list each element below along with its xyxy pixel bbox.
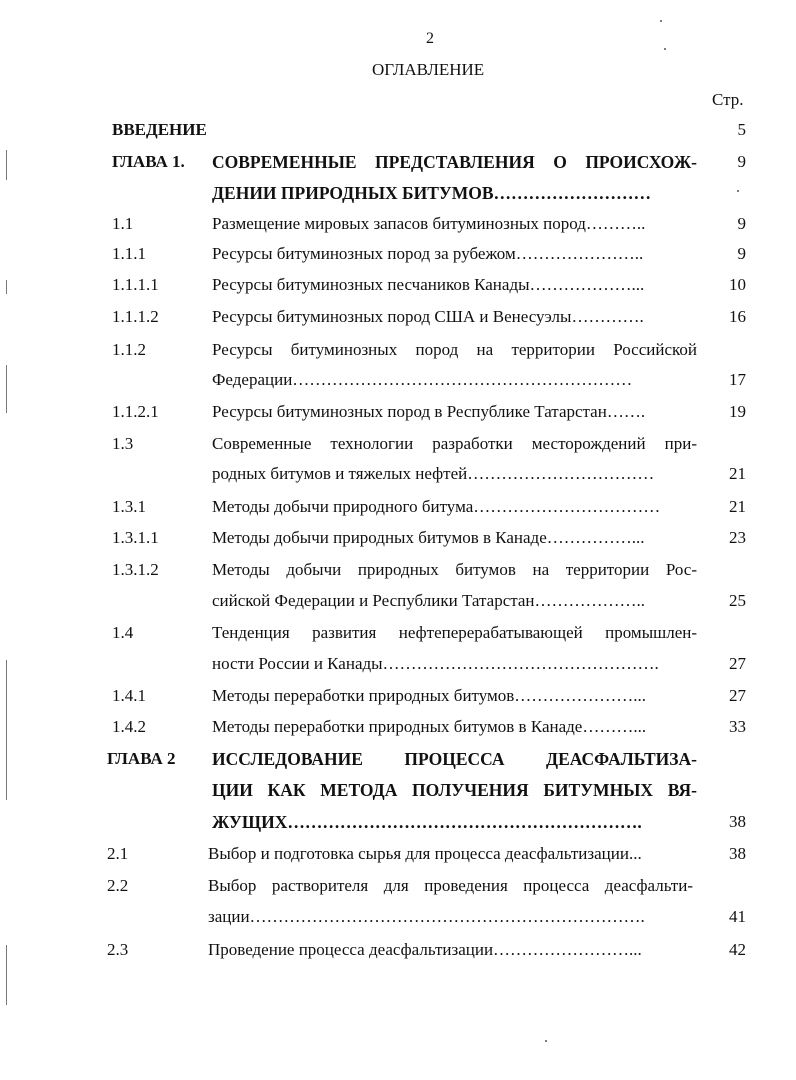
toc-section-number: 1.3.1.1 [112, 528, 159, 547]
toc-page: 9 [737, 214, 746, 233]
toc-section-title-line: Федерации…………………………………………………… [212, 370, 633, 389]
toc-section-number: 1.1.1.2 [112, 307, 159, 326]
toc-page: 27 [729, 654, 746, 673]
toc-page: 23 [729, 528, 746, 547]
toc-section-title: Ресурсы битуминозных песчаников Канады………………... [212, 275, 645, 294]
toc-section-title: Ресурсы битуминозных пород в Республике Татарстан……. [212, 402, 646, 421]
toc-page: 33 [729, 717, 746, 736]
toc-page: 38 [729, 844, 746, 863]
toc-page: 27 [729, 686, 746, 705]
toc-section-number: 1.4.1 [112, 686, 146, 705]
toc-section-title-line: Современные технологии разработки месторождений при- [212, 434, 697, 453]
toc-section-title: Выбор и подготовка сырья для процесса деасфальтизации... [208, 844, 642, 863]
toc-page: 21 [729, 464, 746, 483]
toc-page: 25 [729, 591, 746, 610]
toc-section-number: 1.1.2.1 [112, 402, 159, 421]
toc-section-title: Ресурсы битуминозных пород за рубежом………………….. [212, 244, 644, 263]
toc-section-number: 1.4 [112, 623, 134, 642]
toc-section-number: 2.1 [107, 844, 129, 863]
toc-chapter-number: ГЛАВА 1. [112, 152, 185, 171]
toc-section-number: 1.3.1.2 [112, 560, 159, 579]
toc-section-title-line: родных битумов и тяжелых нефтей…………………………… [212, 464, 655, 483]
toc-section-number: 1.1 [112, 214, 134, 233]
toc-chapter-number: ГЛАВА 2 [107, 749, 176, 768]
toc-page: 5 [737, 120, 746, 139]
toc-chapter-title-line: СОВРЕМЕННЫЕ ПРЕДСТАВЛЕНИЯ О ПРОИСХОЖ- [212, 152, 697, 172]
toc-section-title: Методы переработки природных битумов…………………... [212, 686, 647, 705]
toc-section-title: Ресурсы битуминозных пород США и Венесуэлы…………. [212, 307, 644, 326]
toc-section-title: Методы добычи природного битума…………………………… [212, 497, 661, 516]
scan-speck [737, 190, 739, 192]
toc-chapter-title-line: ЦИИ КАК МЕТОДА ПОЛУЧЕНИЯ БИТУМНЫХ ВЯ- [212, 780, 697, 800]
toc-section-number: 2.2 [107, 876, 129, 895]
toc-section-title-line: зации……………………………………………………………. [208, 907, 645, 926]
scan-artifact [6, 660, 7, 800]
scan-speck [545, 1040, 547, 1042]
toc-section-number: 1.4.2 [112, 717, 146, 736]
toc-page: 9 [737, 152, 746, 171]
toc-section-title-line: сийской Федерации и Республики Татарстан……………….. [212, 591, 646, 610]
toc-page: 42 [729, 940, 746, 959]
toc-chapter-title-line: ЖУЩИХ……………………………………………………. [212, 812, 642, 832]
scan-artifact [6, 150, 7, 180]
toc-section-title: Проведение процесса деасфальтизации……………………... [208, 940, 642, 959]
toc-page: 41 [729, 907, 746, 926]
toc-page: 16 [729, 307, 746, 326]
toc-section-number: 2.3 [107, 940, 129, 959]
toc-section-number: 1.1.2 [112, 340, 146, 359]
scan-speck [660, 20, 662, 22]
toc-section-number: 1.1.1.1 [112, 275, 159, 294]
toc-section-title: Методы добычи природных битумов в Канаде……………... [212, 528, 645, 547]
toc-section-title-line: Тенденция развития нефтеперерабатывающей промышлен- [212, 623, 697, 642]
scan-artifact [6, 365, 7, 413]
toc-page: 9 [737, 244, 746, 263]
toc-chapter-title-line: ДЕНИИ ПРИРОДНЫХ БИТУМОВ……………………… [212, 183, 652, 203]
page-number: 2 [426, 30, 434, 47]
toc-section-number: 1.1.1 [112, 244, 146, 263]
scan-artifact [6, 945, 7, 1005]
toc-section-number: 1.3 [112, 434, 134, 453]
toc-section-title: Методы переработки природных битумов в Канаде………... [212, 717, 647, 736]
toc-section-title-line: Методы добычи природных битумов на территории Рос- [212, 560, 697, 579]
page-column-header: Стр. [712, 90, 744, 109]
toc-section-number: 1.3.1 [112, 497, 146, 516]
toc-section-title-line: Ресурсы битуминозных пород на территории Российской [212, 340, 697, 359]
toc-section-title-line: ности России и Канады…………………………………………. [212, 654, 659, 673]
scan-artifact [6, 280, 7, 294]
toc-heading-introduction: ВВЕДЕНИЕ [112, 120, 207, 139]
toc-page: 17 [729, 370, 746, 389]
toc-page: 38 [729, 812, 746, 831]
toc-page: 10 [729, 275, 746, 294]
toc-chapter-title-line: ИССЛЕДОВАНИЕ ПРОЦЕССА ДЕАСФАЛЬТИЗА- [212, 749, 697, 769]
toc-section-title-line: Выбор растворителя для проведения процесса деасфальти- [208, 876, 693, 895]
toc-title: ОГЛАВЛЕНИЕ [372, 60, 485, 79]
scan-speck [664, 48, 666, 50]
toc-section-title: Размещение мировых запасов битуминозных пород……….. [212, 214, 646, 233]
toc-page: 21 [729, 497, 746, 516]
toc-page: 19 [729, 402, 746, 421]
